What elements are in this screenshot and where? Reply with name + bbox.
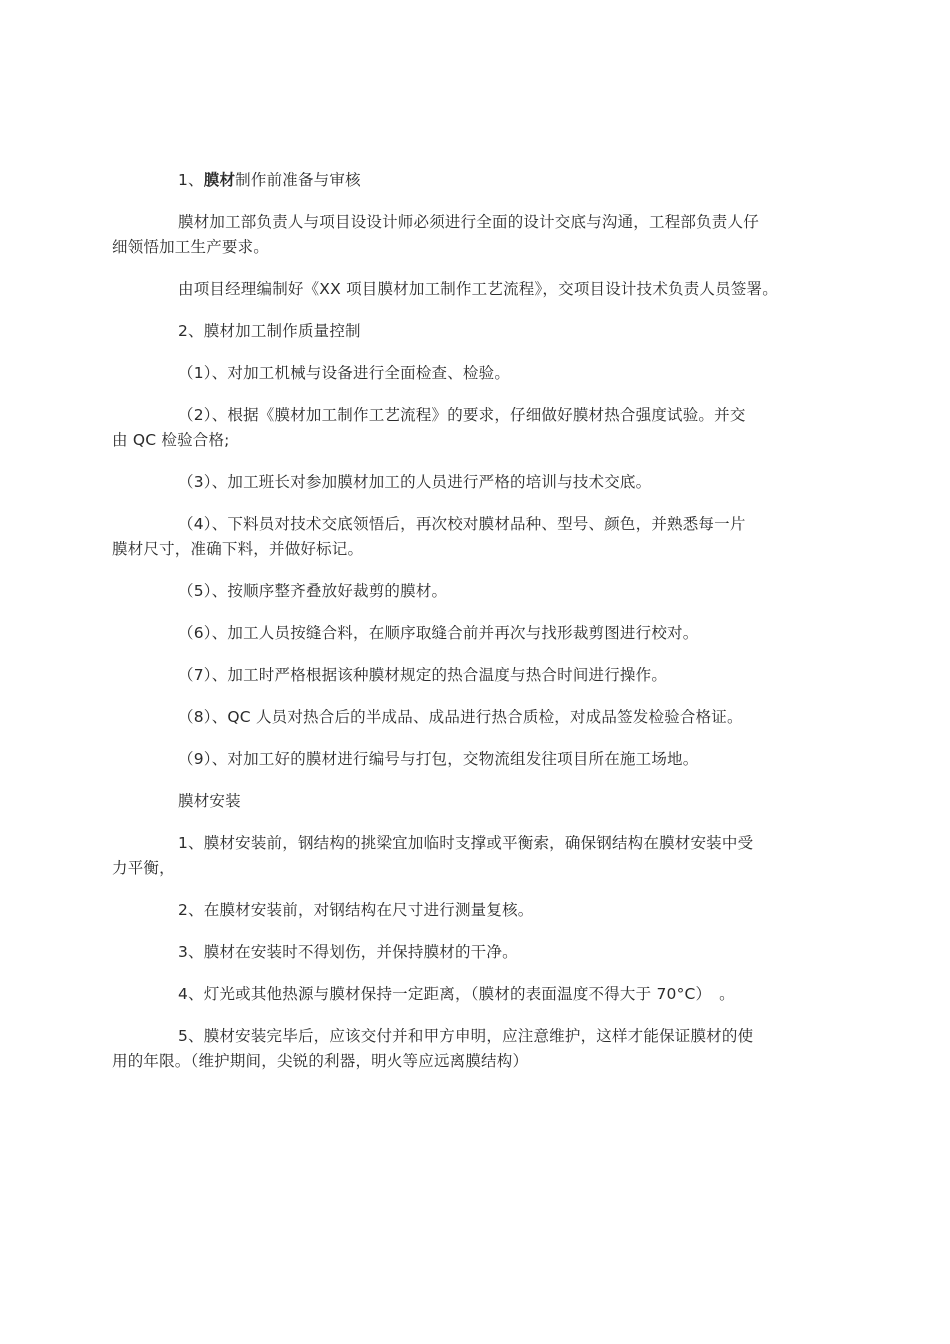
paragraph-line: 2、膜材加工制作质量控制	[178, 322, 361, 340]
paragraph-line: （9）、对加工好的膜材进行编号与打包，交物流组发往项目所在施工场地。	[178, 750, 699, 768]
section-heading-preparation	[145, 168, 825, 193]
list-item-7	[145, 663, 825, 688]
list-item-1	[145, 361, 825, 386]
paragraph-line: 2、在膜材安装前，对钢结构在尺寸进行测量复核。	[178, 901, 534, 919]
install-item-2	[145, 898, 825, 923]
paragraph-line: 用的年限。（维护期间，尖锐的利器，明火等应远离膜结构）	[112, 1052, 529, 1070]
paragraph-line: 由 QC 检验合格;	[112, 431, 230, 449]
section-heading-installation	[145, 789, 825, 814]
list-item-2	[112, 403, 825, 453]
paragraph-line: （4）、下料员对技术交底领悟后，再次校对膜材品种、型号、颜色，并熟悉每一片	[178, 515, 746, 533]
install-item-1	[112, 831, 825, 881]
list-item-9	[145, 747, 825, 772]
heading-bold-keyword: 膜材	[203, 171, 236, 189]
paragraph-design-communication	[112, 210, 825, 260]
paragraph-line: 膜材尺寸，准确下料，并做好标记。	[112, 540, 364, 558]
list-item-6	[145, 621, 825, 646]
paragraph-line: （3）、加工班长对参加膜材加工的人员进行严格的培训与技术交底。	[178, 473, 652, 491]
paragraph-line: （8）、QC 人员对热合后的半成品、成品进行热合质检，对成品签发检验合格证。	[178, 708, 743, 726]
heading-rest: 制作前准备与审核	[235, 171, 361, 189]
list-item-3	[145, 470, 825, 495]
paragraph-line: 力平衡，	[112, 859, 175, 877]
install-item-4	[145, 982, 825, 1007]
document-body	[112, 168, 825, 1091]
paragraph-line: 膜材加工部负责人与项目设设计师必须进行全面的设计交底与沟通，工程部负责人仔	[178, 213, 759, 231]
install-item-5	[112, 1024, 825, 1074]
paragraph-line: （2）、根据《膜材加工制作工艺流程》的要求，仔细做好膜材热合强度试验。并交	[178, 406, 746, 424]
heading-number: 1、	[178, 171, 204, 189]
paragraph-line: 3、膜材在安装时不得划伤，并保持膜材的干净。	[178, 943, 518, 961]
paragraph-line: 由项目经理编制好《XX 项目膜材加工制作工艺流程》，交项目设计技术负责人员签署。	[178, 280, 778, 298]
section-heading-quality-control	[145, 319, 825, 344]
paragraph-line: （1）、对加工机械与设备进行全面检查、检验。	[178, 364, 511, 382]
paragraph-line: 4、灯光或其他热源与膜材保持一定距离，（膜材的表面温度不得大于 70°C） 。	[178, 985, 735, 1003]
paragraph-line: （5）、按顺序整齐叠放好裁剪的膜材。	[178, 582, 448, 600]
paragraph-line: 5、膜材安装完毕后，应该交付并和甲方申明，应注意维护，这样才能保证膜材的使	[178, 1027, 754, 1045]
paragraph-line: 细领悟加工生产要求。	[112, 238, 270, 256]
list-item-5	[145, 579, 825, 604]
list-item-8	[145, 705, 825, 730]
install-item-3	[145, 940, 825, 965]
paragraph-line: （6）、加工人员按缝合料，在顺序取缝合前并再次与找形裁剪图进行校对。	[178, 624, 699, 642]
list-item-4	[112, 512, 825, 562]
paragraph-line: 膜材安装	[178, 792, 241, 810]
paragraph-line: （7）、加工时严格根据该种膜材规定的热合温度与热合时间进行操作。	[178, 666, 668, 684]
paragraph-line: 1、膜材安装前，钢结构的挑梁宜加临时支撑或平衡索，确保钢结构在膜材安装中受	[178, 834, 754, 852]
paragraph-process-document	[145, 277, 825, 302]
